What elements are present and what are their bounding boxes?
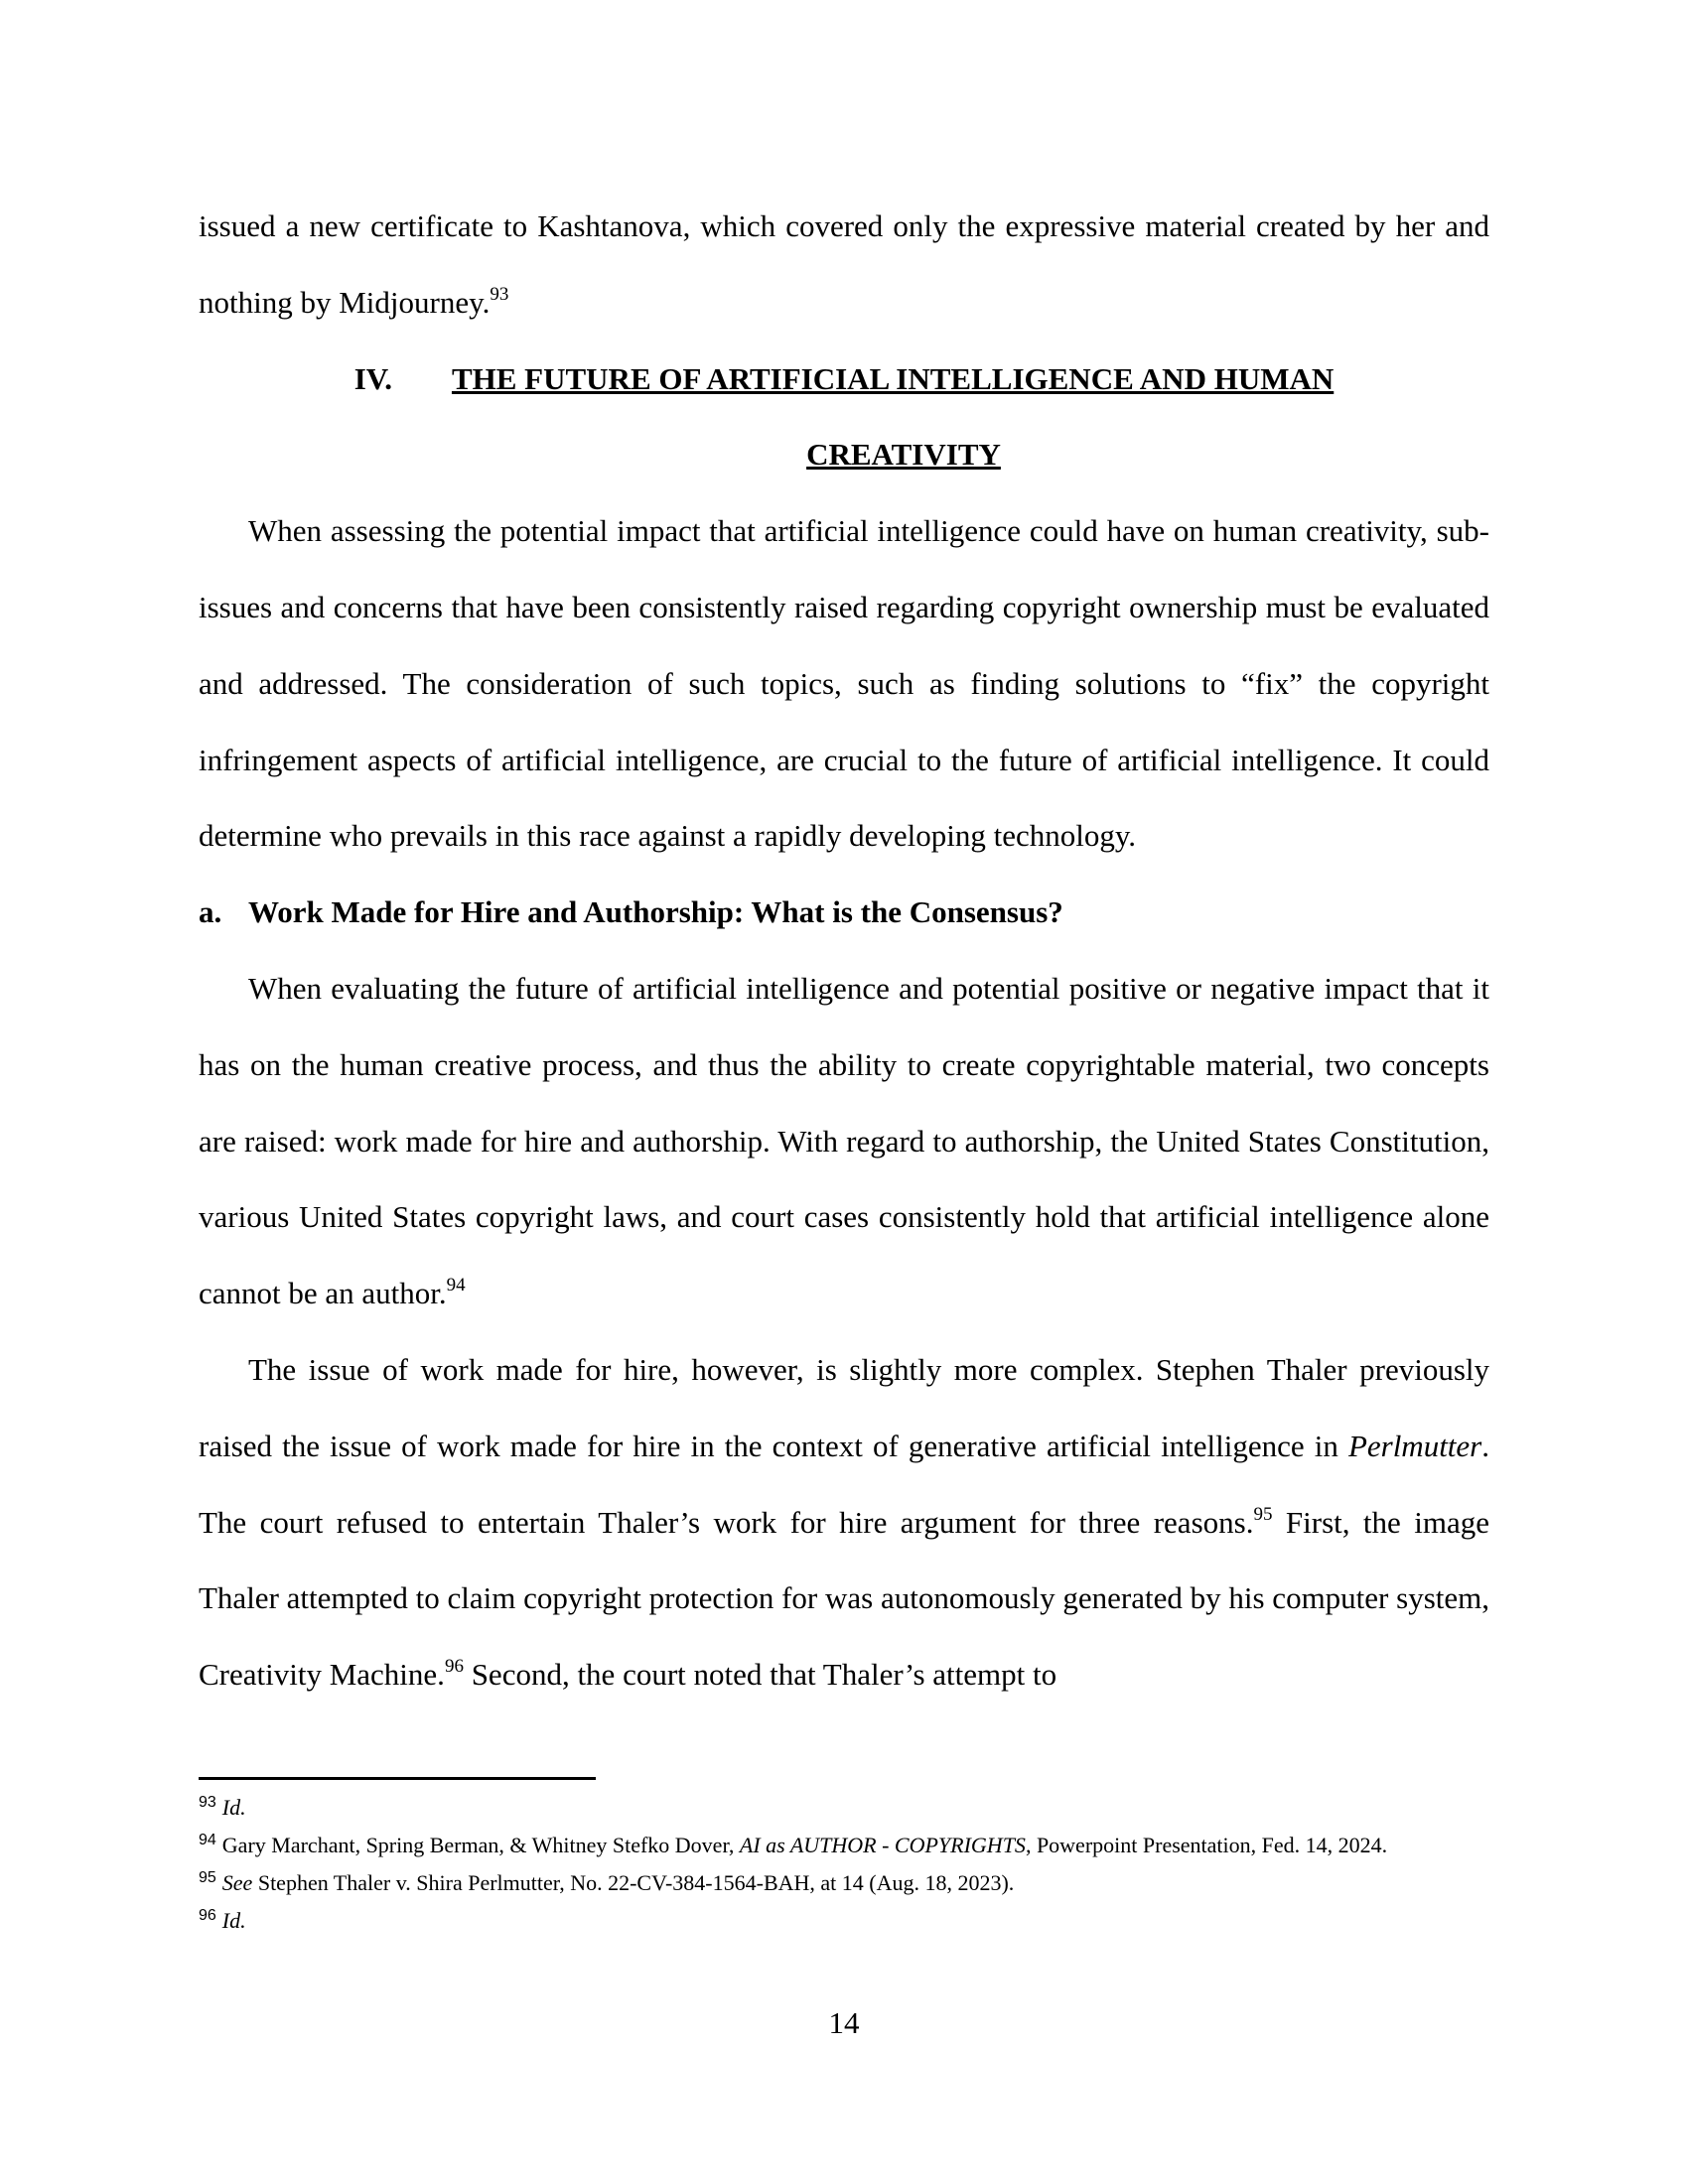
section-heading-line1 xyxy=(199,341,1489,418)
footnote-ref-93[interactable]: 93 xyxy=(490,283,509,305)
footnote-96: $^{96}$ Id. xyxy=(199,1907,246,1933)
body-text xyxy=(199,189,1489,1713)
footnote-ref-96[interactable]: 96 xyxy=(444,1656,464,1678)
case-name: Perlmutter xyxy=(1347,1428,1482,1463)
footnote-number: 96 xyxy=(199,1907,216,1924)
section-title-line2: CREATIVITY xyxy=(806,437,1001,473)
subsection-label: a. xyxy=(199,894,222,930)
subsection-title: Work Made for Hire and Authorship: What is the Consensus? xyxy=(248,894,1063,930)
section-title-line1: THE FUTURE OF ARTIFICIAL INTELLIGENCE AND HUMAN xyxy=(451,360,1335,396)
footnote-95: $^{95}$ See Stephen Thaler v. Shira Perlmutter, No. 22-CV-384-1564-BAH, at 14 (Aug. 18, 2023). xyxy=(199,1869,1015,1895)
paragraph-continuation: issued a new certificate to Kashtanova, which covered only the expressive material created by her and nothing by Midjourney.$^{93}$ xyxy=(199,208,1489,320)
footnote-number: 95 xyxy=(199,1869,216,1886)
footnote-93: $^{93}$ Id. xyxy=(199,1794,246,1820)
paragraph-1: When assessing the potential impact that artificial intelligence could have on human creativity, sub-issues and concerns that have been consistently raised regarding copyright ownership must be evaluated and addressed. The consideration of such topics, such as finding solutions to “fix” the copyright infringement aspects of artificial intelligence, are crucial to the future of artificial intelligence. It could determine who prevails in this race against a rapidly developing technology. xyxy=(199,513,1489,854)
section-number: IV. xyxy=(353,360,392,396)
subsection-heading xyxy=(199,875,1489,951)
footnotes xyxy=(199,1792,1489,1943)
footnote-ref-94[interactable]: 94 xyxy=(446,1275,466,1297)
page-number: 14 xyxy=(828,2005,860,2040)
footnote-number: 93 xyxy=(199,1794,216,1811)
paragraph-3: The issue of work made for hire, however, is slightly more complex. Stephen Thaler previously raised the issue of work made for hire in the context of generative artificial intelligence in Perlmutter. The court refused to entertain Thaler’s work for hire argument for three reasons.$^{95}$ First, the image Thaler attempted to claim copyright protection for was autonomously generated by his computer system, Creativity Machine.$^{96}$ Second, the court noted that Thaler’s attempt to xyxy=(199,1351,1489,1693)
section-heading-line2 xyxy=(199,417,1489,493)
footnote-divider xyxy=(199,1777,596,1780)
footnote-ref-95[interactable]: 95 xyxy=(1253,1503,1273,1525)
paragraph-2: When evaluating the future of artificial intelligence and potential positive or negative impact that it has on the human creative process, and thus the ability to create copyrightable material, two concepts are raised: work made for hire and authorship. With regard to authorship, the United States Constitution, various United States copyright laws, and court cases consistently hold that artificial intelligence alone cannot be an author.$^{94}$ xyxy=(199,970,1489,1311)
footnote-number: 94 xyxy=(199,1832,216,1848)
section-heading xyxy=(199,341,1489,494)
footnote-94: $^{94}$ Gary Marchant, Spring Berman, & Whitney Stefko Dover, AI as AUTHOR - COPYRIGHTS, Powerpoint Presentation, Fed. 14, 2024. xyxy=(199,1832,1388,1857)
